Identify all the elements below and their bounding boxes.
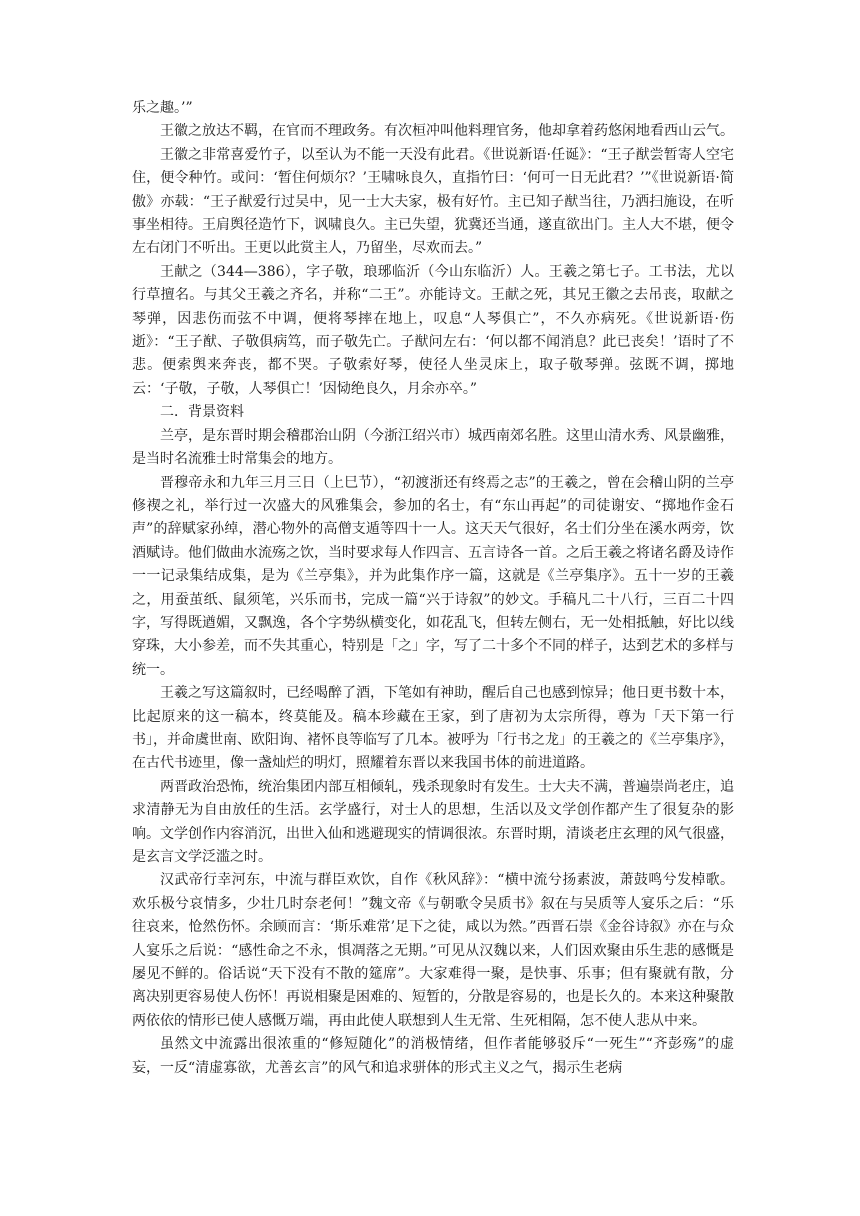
paragraph: 虽然文中流露出很浓重的“修短随化”的消极情绪，但作者能够驳斥“一死生”“齐彭殇”的虚妄，一反“清虚寡欲，尤善玄言”的风气和追求骈体的形式主义之气，揭示生老病	[132, 1036, 734, 1076]
section-heading: 二．背景资料	[160, 404, 244, 421]
paragraph: 汉武帝行幸河东，中流与群臣欢饮，自作《秋风辞》：“横中流兮扬素波，萧鼓鸣兮发棹歌。欢乐极兮哀情多，少壮几时奈老何！”魏文帝《与朝歌令吴质书》叙在与吴质等人宴乐之后：“乐往哀来，怆然伤怀。余顾而言：‘斯乐难常’足下之徒，咸以为然。”西晋石崇《金谷诗叙》亦在与众人宴乐之后说：“感性命之不永，惧凋落之无期。”可见从汉魏以来，人们因欢聚由乐生悲的感慨是屡见不鲜的。俗话说“天下没有不散的筵席”。大家难得一聚，是快事、乐事；但有聚就有散，分离决别更容易使人伤怀！再说相聚是困难的、短暂的，分散是容易的，也是长久的。本来这种聚散两依依的情形已使人感慨万端，再由此使人联想到人生无常、生死相隔，怎不使人悲从中来。	[132, 872, 734, 1029]
paragraph: 两晋政治恐怖，统治集团内部互相倾轧，残杀现象时有发生。士大夫不满，普遍崇尚老庄，追求清静无为自由放任的生活。玄学盛行，对士人的思想，生活以及文学创作都产生了很复杂的影响。文学创作内容消沉，出世入仙和逃避现实的情调很浓。东晋时期，清谈老庄玄理的风气很盛，是玄言文学泛滥之时。	[132, 778, 734, 865]
paragraph: 兰亭，是东晋时期会稽郡治山阴（今浙江绍兴市）城西南郊名胜。这里山清水秀、风景幽雅，是当时名流雅士时常集会的地方。	[132, 427, 734, 468]
paragraph: 王徽之非常喜爱竹子，以至认为不能一天没有此君。《世说新语·任诞》：“王子猷尝暂寄人空宅住，便令种竹。或问：‘暂住何烦尔？’王啸咏良久，直指竹曰：‘何可一日无此君？’”《世说新语·简傲》亦载：“王子猷爱行过吴中，见一士大夫家，极有好竹。主已知子猷当往，乃洒扫施设，在听事坐相待。王肩舆径造竹下，讽啸良久。主已失望，犹冀还当通，遂直欲出门。主人大不堪，便令左右闭门不听出。王更以此赏主人，乃留坐，尽欢而去。”	[132, 146, 734, 257]
paragraph: 王献之（344—386），字子敬，琅琊临沂（今山东临沂）人。王羲之第七子。工书法，尤以行草擅名。与其父王羲之齐名，并称“二王”。亦能诗文。王献之死，其兄王徽之去吊丧，取献之琴弹，因悲伤而弦不中调，便将琴摔在地上，叹息“人琴俱亡”，不久亦病死。《世说新语·伤逝》：“王子猷、子敬俱病笃，而子敬先亡。子猷问左右：‘何以都不闻消息？此已丧矣！’语时了不悲。便索舆来奔丧，都不哭。子敬索好琴，使径人坐灵床上，取子敬琴弹。弦既不调，掷地云：‘子敬，子敬，人琴俱亡！’因恸绝良久，月余亦卒。”	[132, 263, 734, 397]
document-page	[132, 97, 734, 1080]
paragraph: 乐之趣。’”	[132, 100, 193, 116]
paragraph: 王羲之写这篇叙时，已经喝醉了酒，下笔如有神助，醒后自己也感到惊异；他日更书数十本，比起原来的这一稿本，终莫能及。稿本珍藏在王家，到了唐初为太宗所得，尊为「天下第一行书」，并命虞世南、欧阳询、褚怀良等临写了几本。被呼为「行书之龙」的王羲之的《兰亭集序》，在古代书迹里，像一盏灿烂的明灯，照耀着东晋以来我国书体的前进道路。	[132, 685, 734, 772]
paragraph: 晋穆帝永和九年三月三日（上巳节），“初渡浙还有终焉之志”的王羲之，曾在会稽山阴的兰亭修禊之礼，举行过一次盛大的风雅集会，参加的名士，有“东山再起”的司徒谢安、“掷地作金石声”的辞赋家孙绰，潜心物外的高僧支遁等四十一人。这天天气很好，名士们分坐在溪水两旁，饮酒赋诗。他们做曲水流殇之饮，当时要求每人作四言、五言诗各一首。之后王羲之将诸名爵及诗作一一记录集结成集，是为《兰亭集》，并为此集作序一篇，这就是《兰亭集序》。五十一岁的王羲之，用蚕茧纸、鼠须笔，兴乐而书，完成一篇“兴于诗叙”的妙文。手稿凡二十八行，三百二十四字，写得既遒媚，又飘逸，各个字势纵横变化，如花乱飞，但转左侧右，无一处相抵触，好比以线穿珠，大小参差，而不失其重心，特别是「之」字，写了二十多个不同的样子，达到艺术的多样与统一。	[132, 474, 734, 678]
paragraph: 王徽之放达不羁，在官而不理政务。有次桓冲叫他料理官务，他却拿着药悠闲地看西山云气。	[160, 123, 734, 140]
